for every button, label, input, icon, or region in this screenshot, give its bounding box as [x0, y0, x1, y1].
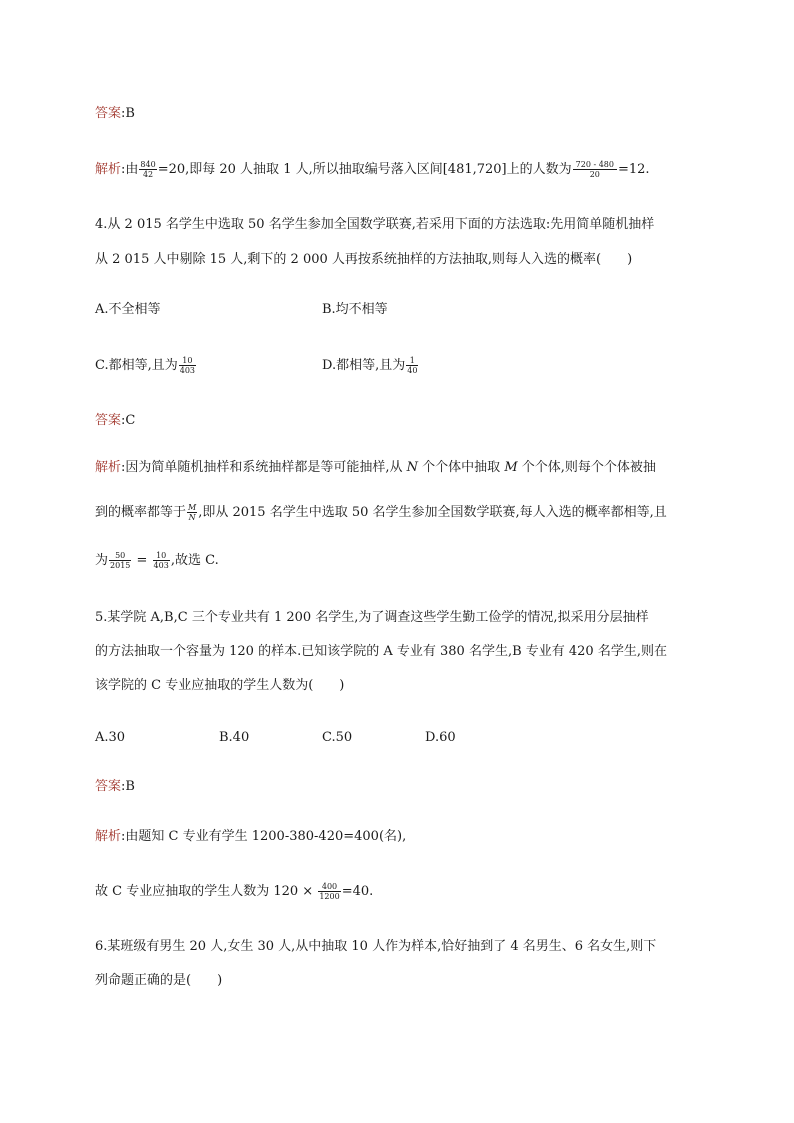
q4-option-c: C.都相等,且为 $\frac{10}{403}$: [95, 356, 196, 375]
fraction: $\frac{720 - 480}{20}$: [573, 160, 617, 179]
fraction: $\frac{M}{N}$: [188, 503, 197, 522]
q6-stem-line2: 列命题正确的是( ): [95, 973, 223, 988]
fraction: $\frac{50}{2015}$: [110, 551, 131, 570]
q4-analysis-line1: 解析:因为简单随机抽样和系统抽样都是等可能抽样,从 N 个个体中抽取 M 个个体,则每个个体被抽: [95, 460, 656, 475]
q5-stem-line3: 该学院的 C 专业应抽取的学生人数为( ): [95, 678, 345, 693]
q4-analysis-line2: 到的概率都等于 $\frac{M}{N}$ ,即从 2015 名学生中选取 50 名学生参加全国数学联赛,每人入选的概率都相等,且: [95, 503, 667, 522]
analysis-text: :由: [121, 162, 139, 177]
fraction: $\frac{10}{403}$: [153, 551, 169, 570]
q4-option-b: B.均不相等: [322, 302, 388, 317]
q5-analysis-line2: 故 C 专业应抽取的学生人数为 120 × $\frac{400}{1200}$ =40.: [95, 882, 374, 901]
q5-option-a: A.30: [95, 730, 126, 745]
analysis-label: 解析: [95, 460, 122, 475]
fraction: $\frac{400}{1200}$: [319, 882, 340, 901]
answer-label: 答案: [95, 779, 122, 794]
q5-stem-line1: 5.某学院 A,B,C 三个专业共有 1 200 名学生,为了调查这些学生勤工俭学的情况,拟采用分层抽样: [95, 610, 649, 625]
q3-answer: [95, 104, 135, 124]
analysis-text: =12.: [617, 162, 650, 177]
q4-option-d: D.都相等,且为 $\frac{1}{40}$: [322, 356, 418, 375]
answer-value: :B: [121, 106, 135, 121]
fraction: $\frac{1}{40}$: [407, 356, 418, 375]
fraction: $\frac{10}{403}$: [179, 356, 196, 375]
q5-option-d: D.60: [425, 730, 456, 745]
q4-stem-line2: 从 2 015 人中剔除 15 人,剩下的 2 000 人再按系统抽样的方法抽取,则每人入选的概率( ): [95, 252, 633, 267]
q4-stem-line1: 4.从 2 015 名学生中选取 50 名学生参加全国数学联赛,若采用下面的方法选取:先用简单随机抽样: [95, 217, 655, 232]
q4-analysis-line3: 为 $\frac{50}{2015}$ = $\frac{10}{403}$ ,故选 C.: [95, 551, 219, 570]
analysis-label: 解析: [95, 162, 122, 177]
analysis-text: =20,即每 20 人抽取 1 人,所以抽取编号落入区间[481,720]上的人数为: [157, 162, 572, 177]
answer-label: 答案: [95, 413, 122, 428]
analysis-label: 解析: [95, 829, 122, 844]
q5-option-c: C.50: [322, 730, 353, 745]
q5-answer: [95, 777, 135, 797]
answer-label: 答案: [95, 106, 122, 121]
q5-analysis-line1: 解析:由题知 C 专业有学生 1200-380-420=400(名),: [95, 829, 407, 844]
answer-value: :C: [121, 413, 136, 428]
q4-answer: [95, 411, 135, 431]
q5-option-b: B.40: [219, 730, 250, 745]
q5-stem-line2: 的方法抽取一个容量为 120 的样本.已知该学院的 A 专业有 380 名学生,B 专业有 420 名学生,则在: [95, 644, 667, 659]
answer-value: :B: [121, 779, 135, 794]
fraction: $\frac{840}{42}$: [140, 160, 156, 179]
q3-analysis: [95, 160, 650, 180]
q4-option-a: A.不全相等: [95, 302, 161, 317]
q6-stem-line1: 6.某班级有男生 20 人,女生 30 人,从中抽取 10 人作为样本,恰好抽到了 4 名男生、6 名女生,则下: [95, 939, 657, 954]
